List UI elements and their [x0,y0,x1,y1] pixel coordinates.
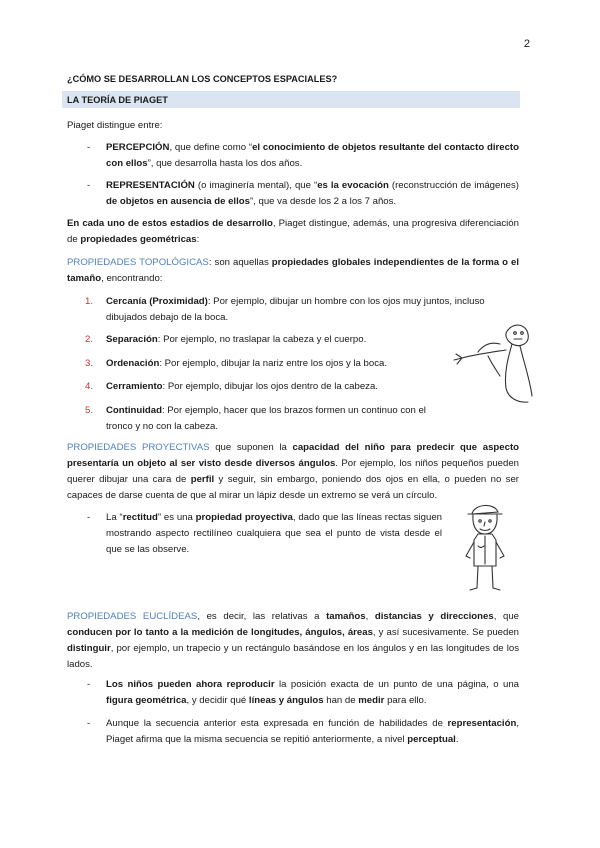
topo-item-separation: Separación: Por ejemplo, no traslapar la cabeza y el cuerpo. [106,334,367,345]
bullet-dash: - [87,180,91,191]
bullet-dash: - [87,679,91,690]
bullet-dash: - [87,718,91,729]
page-number: 2 [523,38,530,50]
list-number: 3. [85,358,94,369]
euclidean-item-reproduce: Los niños pueden ahora reproducir la posición exacta de un punto de una página, o una figura geométrica, y decidir qué líneas y ángulos han de medir para ello. [106,679,520,706]
perception-item: PERCEPCIÓN, que define como “el conocimiento de objetos resultante del contacto directo con ellos”, que desarrolla hasta los dos años. [106,142,519,169]
projective-paragraph: PROPIEDADES PROYECTIVAS que suponen la capacidad del niño para predecir que aspecto presentaría un objeto al ser visto desde diversos ángulos. Por ejemplo, los niños pequeños pueden querer dibujar una cara de perfil y seguir, sin embargo, poniendo dos ojos en ella, o pueden no ser capaces de darse cuenta de que al mirar un lápiz desde un extremo se verá un círculo. [67,442,520,501]
bullet-dash: - [87,512,91,523]
topological-paragraph: PROPIEDADES TOPOLÓGICAS: son aquellas propiedades globales independientes de la forma o el tamaño, encontrando: [67,257,519,284]
topo-item-closure: Cerramiento: Por ejemplo, dibujar los ojos dentro de la cabeza. [106,381,378,392]
rectitud-item: La “rectitud” es una propiedad proyectiva, dado que las líneas rectas siguen mostrando aspecto rectilíneo cualquiera que sea el punto de vista desde el que se las observe. [106,512,442,555]
list-number: 1. [85,296,94,307]
projective-label: PROPIEDADES PROYECTIVAS [67,442,210,453]
representation-term: REPRESENTACIÓN [106,180,195,191]
topo-item-continuity: Continuidad: Por ejemplo, hacer que los brazos formen un continuo con el tronco y no con la cabeza. [106,405,426,432]
child-drawing-figure [448,318,536,410]
topo-item-ordering: Ordenación: Por ejemplo, dibujar la nariz entre los ojos y la boca. [106,358,388,369]
perception-term: PERCEPCIÓN [106,142,170,153]
topo-item-proximity: Cercanía (Proximidad): Por ejemplo, dibujar un hombre con los ojos muy juntos, incluso dibujados debajo de la boca. [106,296,485,323]
list-number: 2. [85,334,94,345]
child-drawing-person [460,500,510,594]
intro-text: Piaget distingue entre: [67,120,163,131]
euclidean-item-sequence: Aunque la secuencia anterior esta expresada en función de habilidades de representación, Piaget afirma que la misma secuencia se repitió anteriormente, a nivel perceptual. [106,718,519,745]
section-title: LA TEORÍA DE PIAGET [67,95,168,105]
euclidean-paragraph: PROPIEDADES EUCLÍDEAS, es decir, las relativas a tamaños, distancias y direcciones, que conducen por lo tanto a la medición de longitudes, ángulos, áreas, y así sucesivamente. Se pueden distinguir, por ejemplo, un trapecio y un rectángulo basándose en los ángulos y en las longitudes de los lados. [67,611,519,670]
main-heading: ¿CÓMO SE DESARROLLAN LOS CONCEPTOS ESPACIALES? [67,74,338,84]
bullet-dash: - [87,142,91,153]
list-number: 4. [85,381,94,392]
euclidean-label: PROPIEDADES EUCLÍDEAS [67,611,198,622]
representation-item: REPRESENTACIÓN (o imaginería mental), que “es la evocación (reconstrucción de imágenes) de objetos en ausencia de ellos”, que va desde los 2 a los 7 años. [106,180,519,207]
list-number: 5. [85,405,94,416]
topological-label: PROPIEDADES TOPOLÓGICAS [67,257,209,268]
stages-paragraph: En cada uno de estos estadios de desarrollo, Piaget distingue, además, una progresiva diferenciación de propiedades geométricas: [67,218,519,245]
